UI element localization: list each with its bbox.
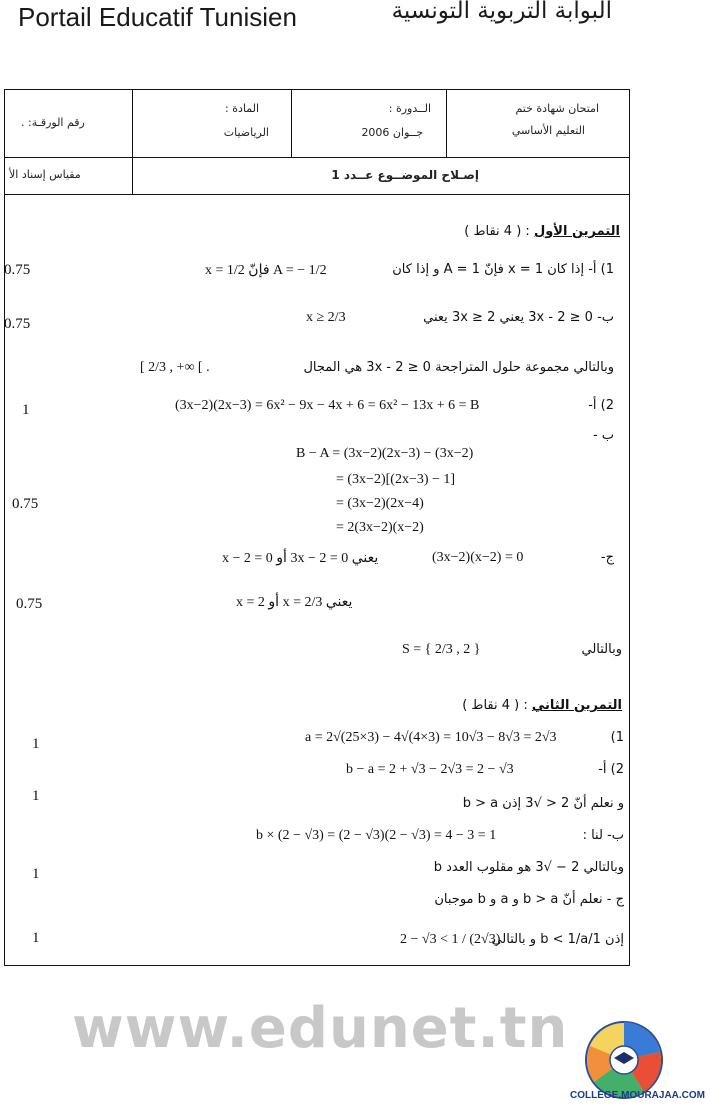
q2b-line: = (3x−2)[(2x−3) − 1]	[336, 472, 456, 487]
exercise1-heading	[464, 224, 620, 239]
q2c-conclusion-text: وبالتالي	[581, 642, 622, 657]
session-label: الــدورة :	[388, 102, 431, 115]
exam-name-line1: امتحان شهادة ختم	[515, 102, 599, 115]
exercise2-points: : ( 4 نقاط )	[462, 698, 528, 713]
subject-value: الرياضيات	[223, 126, 269, 139]
score: 1	[32, 788, 40, 804]
ex2-q2a-label: 2) أ-	[598, 762, 624, 777]
score: 1	[32, 736, 40, 752]
score: 0.75	[4, 262, 31, 278]
q1b-text: ب- 0 ≤ 3x - 2 يعني 2 ≤ 3x يعني	[423, 310, 614, 325]
exam-name-line2: التعليم الأساسي	[511, 124, 585, 137]
score: 0.75	[4, 316, 31, 332]
grading-column-divider	[132, 90, 133, 194]
q2a-math: (3x−2)(2x−3) = 6x² − 9x − 4x + 6 = 6x² − 13x + 6 = B	[175, 398, 480, 413]
ex2-q1-math: a = 2√(25×3) − 4√(4×3) = 10√3 − 8√3 = 2√3	[305, 730, 557, 745]
score: 1	[22, 402, 30, 418]
score: 0.75	[16, 596, 43, 612]
q1c-math: [ 2/3 , +∞ [ .	[140, 360, 210, 375]
title-divider	[5, 194, 629, 195]
subject-label: المادة :	[225, 102, 259, 115]
q1c-text: وبالتالي مجموعة حلول المتراجحة 0 ≤ 3x - 2 هي المجال	[303, 360, 614, 375]
exercise1-title: التمرين الأول	[533, 224, 620, 239]
ex2-q2b-conclusion: وبالتالي 2 − √3 هو مقلوب العدد b	[433, 860, 624, 875]
q1b-math: x ≥ 2/3	[306, 310, 346, 325]
ex2-q2c-conclusion: إذن 1/b < 1/a و بالتالي	[491, 932, 624, 947]
score: 0.75	[12, 496, 39, 512]
q2a-label: 2) أ-	[588, 398, 614, 413]
q2c-label: ج-	[600, 550, 614, 565]
ex2-q2c-math: 2 − √3 < 1 / (2√3)	[400, 932, 501, 947]
grading-scale-label: مقياس إسناد الأ	[9, 168, 81, 181]
q1a-text: 1) أ- إذا كان x = 1 فإنّ A = 1 و إذا كان	[392, 262, 614, 277]
exercise1-points: : ( 4 نقاط )	[464, 224, 530, 239]
ex2-q1-label: (1	[610, 730, 624, 745]
ex2-q2c-text: ج - نعلم أنّ b > a و a و b موجبان	[434, 892, 624, 907]
ex2-q2a-conclusion: و نعلم أنّ 2 < √3 إذن b > a	[462, 796, 624, 811]
q2b-line: = (3x−2)(2x−4)	[336, 496, 424, 511]
site-title-french: Portail Educatif Tunisien	[18, 2, 297, 32]
q2c-math: (3x−2)(x−2) = 0	[432, 550, 524, 565]
q2b-line: = 2(3x−2)(x−2)	[336, 520, 424, 535]
q1a-math: x = 1/2 فإنّ A = − 1/2	[205, 263, 327, 278]
solution-set: S = { 2/3 , 2 }	[402, 642, 481, 657]
score: 1	[32, 866, 40, 882]
header-column-divider	[446, 90, 447, 157]
correction-title: إصـلاح الموضــوع عــدد 1	[331, 168, 479, 182]
sheet-number-field: رقم الورقـة: .	[21, 116, 85, 129]
q2c-text: يعني 3x − 2 = 0 أو x − 2 = 0	[222, 551, 379, 566]
site-title-arabic: البوابة التربوية التونسية	[391, 0, 612, 24]
logo-caption: COLLEGE.MOURAJAA.COM	[570, 1090, 705, 1101]
exercise2-heading	[462, 698, 622, 713]
header-divider	[5, 157, 629, 158]
q2c-result: يعني x = 2/3 أو x = 2	[236, 595, 353, 610]
ex2-q2b-label: ب- لنا :	[582, 828, 624, 843]
score: 1	[32, 930, 40, 946]
ex2-q2a-math: b − a = 2 + √3 − 2√3 = 2 − √3	[346, 762, 514, 777]
q2b-label: ب -	[592, 428, 614, 443]
ex2-q2b-math: b × (2 − √3) = (2 − √3)(2 − √3) = 4 − 3 = 1	[256, 828, 497, 843]
watermark: www.edunet.tn	[72, 996, 569, 1061]
session-value: جــوان 2006	[361, 126, 423, 139]
exercise2-title: التمرين الثاني	[531, 698, 622, 713]
q2b-line: B − A = (3x−2)(2x−3) − (3x−2)	[296, 446, 474, 461]
header-column-divider	[291, 90, 292, 157]
